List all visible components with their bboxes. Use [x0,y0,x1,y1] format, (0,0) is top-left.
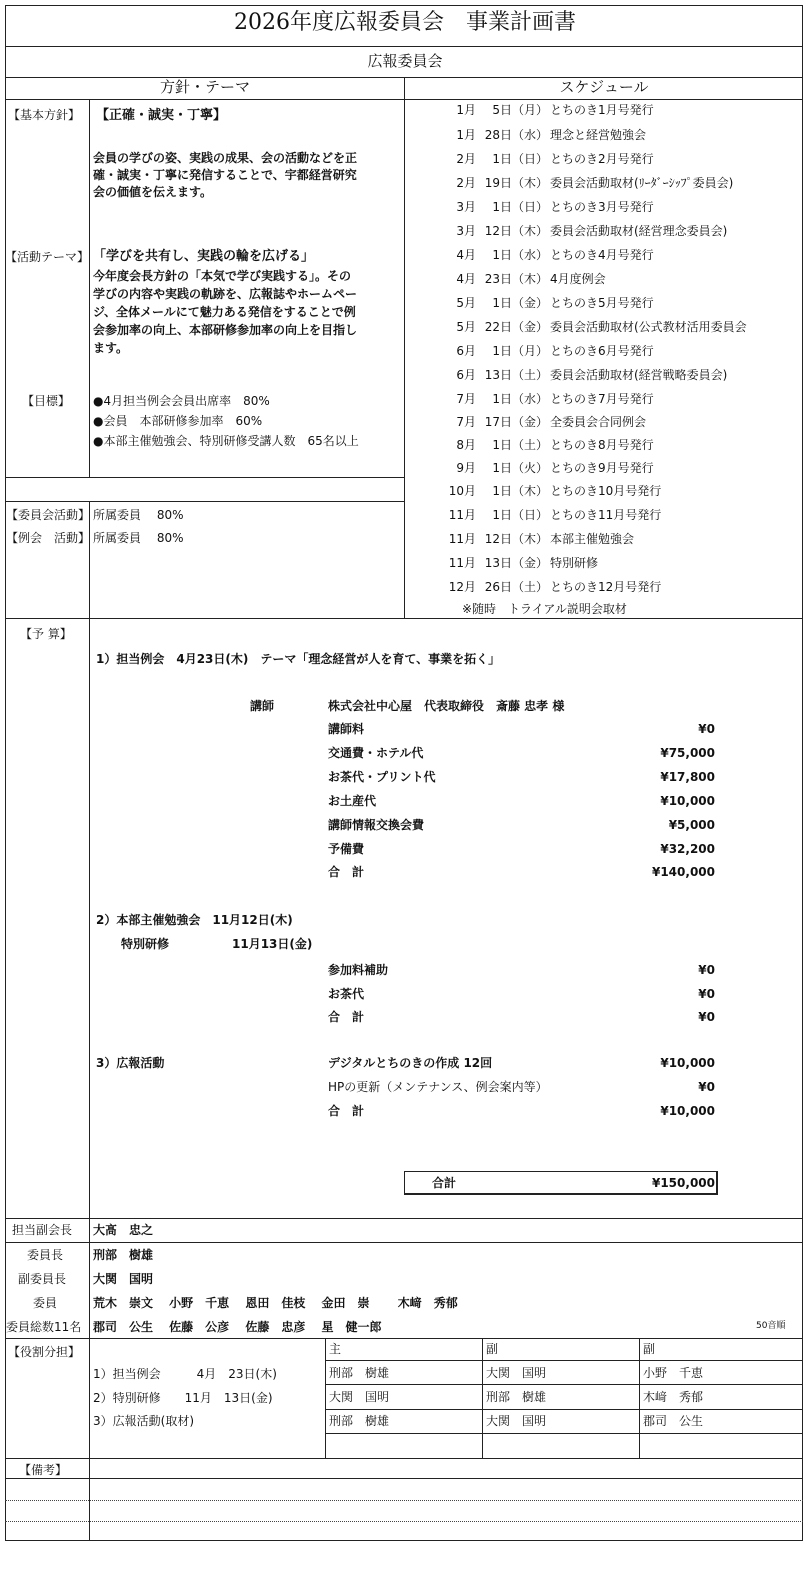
schedule-weekday: （木） [512,224,549,238]
schedule-day: 22日 [484,320,512,334]
schedule-event: 4月度例会 [550,272,606,286]
budget-item-amount: ¥10,000 [660,794,715,808]
role-header-sub: 副 [486,1342,499,1356]
budget-item-amount: ¥10,000 [660,1056,715,1070]
divider [5,1458,803,1459]
schedule-event: とちのき11月号発行 [550,508,662,522]
role-header-sub: 副 [643,1342,656,1356]
budget-item-name: 予備費 [328,842,365,856]
budget-item-name: HPの更新（メンテナンス、例会案内等） [328,1080,548,1094]
vice-chair-label: 副委員長 [18,1272,67,1286]
activity-theme-line: 今年度会長方針の「本気で学び実践する」。その [93,269,352,283]
label-divider [89,618,90,1541]
budget-item-name: 交通費・ホテル代 [328,746,424,760]
schedule-weekday: （金） [512,556,549,570]
role-sub1: 大関 国明 [486,1366,547,1380]
schedule-row [440,104,654,116]
budget-item-amount: ¥32,200 [660,842,715,856]
activity-theme-line: 会参加率の向上、本部研修参加率の向上を目指し [93,323,358,337]
schedule-row [440,533,634,545]
divider [5,501,404,502]
schedule-month: 5月 [456,296,476,310]
schedule-weekday: （木） [512,176,549,190]
activity-theme-label: 【活動テーマ】 [5,250,90,264]
budget-total-label: 合計 [432,1176,457,1190]
schedule-weekday: （木） [512,484,549,498]
meeting-activity-label: 【例会 活動】 [6,531,91,545]
schedule-month: 6月 [456,344,476,358]
divider [5,1338,803,1339]
schedule-day: 19日 [484,176,512,190]
schedule-day: 1日 [492,508,512,522]
schedule-day: 1日 [492,438,512,452]
schedule-event: 理念と経営勉強会 [550,128,647,142]
schedule-event: とちのき8月号発行 [550,438,654,452]
divider [5,46,803,47]
schedule-day: 1日 [492,296,512,310]
schedule-weekday: （木） [512,272,549,286]
schedule-month: 6月 [456,368,476,382]
schedule-row [440,509,661,521]
budget-item-name: 講師情報交換会費 [328,818,425,832]
budget-item-amount: ¥10,000 [660,1104,715,1118]
budget-item-amount: ¥140,000 [651,865,715,879]
budget-sec2-date: 11月13日(金) [232,937,313,951]
schedule-month: 4月 [456,272,476,286]
schedule-month: 12月 [448,580,476,594]
divider [325,1384,803,1385]
schedule-day: 1日 [492,484,512,498]
schedule-month: 4月 [456,248,476,262]
budget-item-amount: ¥5,000 [668,818,715,832]
schedule-event: 委員会活動取材(公式教材活用委員会 [550,320,747,334]
divider [325,1360,803,1361]
committee-name: 広報委員会 [367,52,443,70]
vice-president-name: 大髙 忠之 [93,1223,154,1237]
schedule-day: 28日 [484,128,512,142]
schedule-day: 12日 [484,532,512,546]
schedule-month: 1月 [456,103,476,117]
committee-activity-label: 【委員会活動】 [6,508,91,522]
budget-item-name: 参加料補助 [328,963,389,977]
budget-sec2-title: 2）本部主催勉強会 11月12日(木) [96,913,293,927]
schedule-day: 1日 [492,344,512,358]
order-note: 50音順 [756,1321,786,1331]
schedule-weekday: （火） [512,461,549,475]
schedule-row [440,439,654,451]
role-header-main: 主 [329,1342,342,1356]
budget-sec2-subtitle: 特別研修 [121,937,170,951]
budget-sec3-title: 3）広報活動 [96,1056,165,1070]
schedule-row [440,273,606,285]
budget-item-name: 合 計 [328,865,365,879]
schedule-event: 本部主催勉強会 [550,532,635,546]
divider [325,1409,803,1410]
budget-item-name: 合 計 [328,1104,365,1118]
goal-item: ●本部主催勉強会、特別研修受講人数 65名以上 [93,434,359,448]
schedule-event: 特別研修 [550,556,599,570]
chair-label: 委員長 [27,1248,64,1262]
schedule-weekday: （月） [512,103,549,117]
budget-sec1-title: 1）担当例会 4月23日(木) テーマ「理念経営が人を育て、事業を拓く」 [96,652,501,666]
schedule-event: とちのき5月号発行 [550,296,654,310]
basic-policy-label: 【基本方針】 [8,108,81,122]
basic-policy-line: 確・誠実・丁寧に発信することで、宇都経営研究 [93,168,357,182]
schedule-month: 8月 [456,438,476,452]
schedule-weekday: （土） [512,438,549,452]
schedule-month: 11月 [448,556,476,570]
budget-item-amount: ¥0 [698,963,715,977]
schedule-row [440,129,646,141]
role-main: 大関 国明 [329,1390,390,1404]
activity-theme-line: ます。 [93,341,129,355]
divider [5,1242,803,1243]
budget-label: 【予 算】 [20,627,72,641]
schedule-event: とちのき9月号発行 [550,461,654,475]
schedule-month: 1月 [456,128,476,142]
document-title: 2026年度広報委員会 事業計画書 [234,10,576,35]
schedule-event: とちのき2月号発行 [550,152,654,166]
role-sub2: 木﨑 秀郁 [643,1390,704,1404]
schedule-day: 1日 [492,461,512,475]
schedule-month: 9月 [456,461,476,475]
schedule-row [440,416,646,428]
divider [5,1478,803,1479]
schedule-day: 1日 [492,392,512,406]
schedule-month: 11月 [448,532,476,546]
activity-theme-line: 学びの内容や実践の軌跡を、広報誌やホームペー [93,287,358,301]
role-sub2: 郡司 公生 [643,1414,704,1428]
schedule-weekday: （日） [512,152,549,166]
schedule-event: とちのき4月号発行 [550,248,654,262]
schedule-event: 委員会活動取材(経営戦略委員会) [550,368,728,382]
members-line: 荒木 崇文 小野 千恵 恩田 佳枝 金田 崇 木﨑 秀郁 [93,1296,458,1310]
schedule-month: 7月 [456,415,476,429]
schedule-row [440,462,654,474]
schedule-weekday: （水） [512,248,549,262]
schedule-day: 23日 [484,272,512,286]
schedule-row [440,249,654,261]
schedule-weekday: （金） [512,296,549,310]
budget-item-amount: ¥0 [698,1080,715,1094]
schedule-month: 10月 [448,484,476,498]
chair-name: 刑部 樹雄 [93,1248,154,1262]
activity-theme-heading: 「学びを共有し、実践の輪を広げる」 [93,249,315,264]
schedule-weekday: （水） [512,128,549,142]
schedule-weekday: （土） [512,368,549,382]
basic-policy-line: 会の価値を伝えます。 [93,185,213,199]
role-task: 3）広報活動(取材) [93,1414,194,1428]
schedule-event: とちのき6月号発行 [550,344,654,358]
budget-item-amount: ¥0 [698,1010,715,1024]
schedule-event: とちのき7月号発行 [550,392,654,406]
schedule-weekday: （水） [512,392,549,406]
schedule-event: とちのき3月号発行 [550,200,654,214]
schedule-day: 13日 [484,556,512,570]
schedule-day: 1日 [492,248,512,262]
member-count-label: 委員総数11名 [6,1320,82,1334]
policy-header: 方針・テーマ [159,78,250,96]
divider [325,1433,803,1434]
schedule-day: 1日 [492,152,512,166]
schedule-row [440,225,727,237]
budget-item-name: 講師料 [328,722,365,736]
remarks-label: 【備考】 [19,1463,68,1477]
role-col-divider [482,1338,483,1458]
budget-item-name: 合 計 [328,1010,365,1024]
goal-label: 【目標】 [22,394,71,408]
schedule-row [440,201,654,213]
schedule-row [440,345,654,357]
schedule-month: 11月 [448,508,476,522]
role-main: 刑部 樹雄 [329,1414,390,1428]
schedule-weekday: （土） [512,580,549,594]
schedule-month: 3月 [456,224,476,238]
schedule-event: とちのき12月号発行 [550,580,662,594]
budget-item-name: お茶代 [328,987,365,1001]
schedule-event: 全委員会合同例会 [550,415,647,429]
activity-theme-line: ジ、全体メールにて魅力ある発信をすることで例 [93,305,356,319]
divider [5,618,803,619]
schedule-month: 3月 [456,200,476,214]
schedule-row [440,485,661,497]
schedule-row [440,153,654,165]
vice-chair-name: 大関 国明 [93,1272,154,1286]
schedule-event: とちのき1月号発行 [550,103,654,117]
schedule-event: 委員会活動取材(経営理念委員会) [550,224,728,238]
role-col-divider [325,1338,326,1458]
schedule-event: 委員会活動取材(ﾘｰﾀﾞｰｼｯﾌﾟ委員会) [550,176,734,190]
schedule-month: 7月 [456,392,476,406]
schedule-weekday: （金） [512,415,549,429]
role-task: 2）特別研修 11月 13日(金) [93,1391,273,1405]
schedule-row [440,297,654,309]
schedule-day: 12日 [484,224,512,238]
schedule-weekday: （月） [512,344,549,358]
budget-item-amount: ¥0 [698,722,715,736]
budget-item-name: お土産代 [328,794,377,808]
role-col-divider [639,1338,640,1458]
role-sub1: 大関 国明 [486,1414,547,1428]
budget-item-name: デジタルとちのきの作成 12回 [328,1056,493,1070]
schedule-row [440,321,747,333]
committee-activity-value: 所属委員 80% [93,508,184,522]
budget-item-name: お茶代・プリント代 [328,770,436,784]
budget-item-amount: ¥17,800 [660,770,715,784]
budget-item-amount: ¥0 [698,987,715,1001]
budget-total-value: ¥150,000 [651,1176,715,1190]
role-task: 1）担当例会 4月 23日(木) [93,1367,277,1381]
schedule-month: 2月 [456,176,476,190]
basic-policy-line: 会員の学びの姿、実践の成果、会の活動などを正 [93,151,358,165]
schedule-day: 17日 [484,415,512,429]
schedule-day: 13日 [484,368,512,382]
schedule-weekday: （金） [512,320,549,334]
schedule-month: 2月 [456,152,476,166]
budget-item-amount: ¥75,000 [660,746,715,760]
role-sub2: 小野 千恵 [643,1366,704,1380]
role-main: 刑部 樹雄 [329,1366,390,1380]
schedule-day: 5日 [492,103,512,117]
vice-president-label: 担当副会長 [12,1223,73,1237]
schedule-event: とちのき10月号発行 [550,484,662,498]
goal-item: ●4月担当例会会員出席率 80% [93,394,270,408]
role-assignment-label: 【役割分担】 [8,1345,81,1359]
schedule-header: スケジュール [559,78,649,96]
schedule-day: 1日 [492,200,512,214]
lecturer-name: 株式会社中心屋 代表取締役 斎藤 忠孝 様 [328,699,565,713]
schedule-month: 5月 [456,320,476,334]
schedule-row [440,581,661,593]
goal-item: ●会員 本部研修参加率 60% [93,414,263,428]
schedule-weekday: （木） [512,532,549,546]
schedule-row [440,177,733,189]
divider [5,477,404,478]
schedule-day: 26日 [484,580,512,594]
schedule-row [440,369,727,381]
divider [5,1218,803,1219]
meeting-activity-value: 所属委員 80% [93,531,184,545]
schedule-row [440,557,598,569]
role-sub1: 刑部 樹雄 [486,1390,547,1404]
remarks-line [5,1521,803,1522]
lecturer-label: 講師 [250,699,275,713]
members-line: 郡司 公生 佐藤 公彦 佐藤 忠彦 星 健一郎 [93,1320,382,1334]
schedule-weekday: （日） [512,200,549,214]
members-label: 委員 [33,1296,58,1310]
basic-policy-heading: 【正確・誠実・丁寧】 [96,108,227,123]
column-divider [404,77,405,618]
remarks-line [5,1500,803,1501]
schedule-note: ※随時 トライアル説明会取材 [462,602,627,616]
schedule-weekday: （日） [512,508,549,522]
schedule-row [440,393,654,405]
label-divider [89,99,90,477]
